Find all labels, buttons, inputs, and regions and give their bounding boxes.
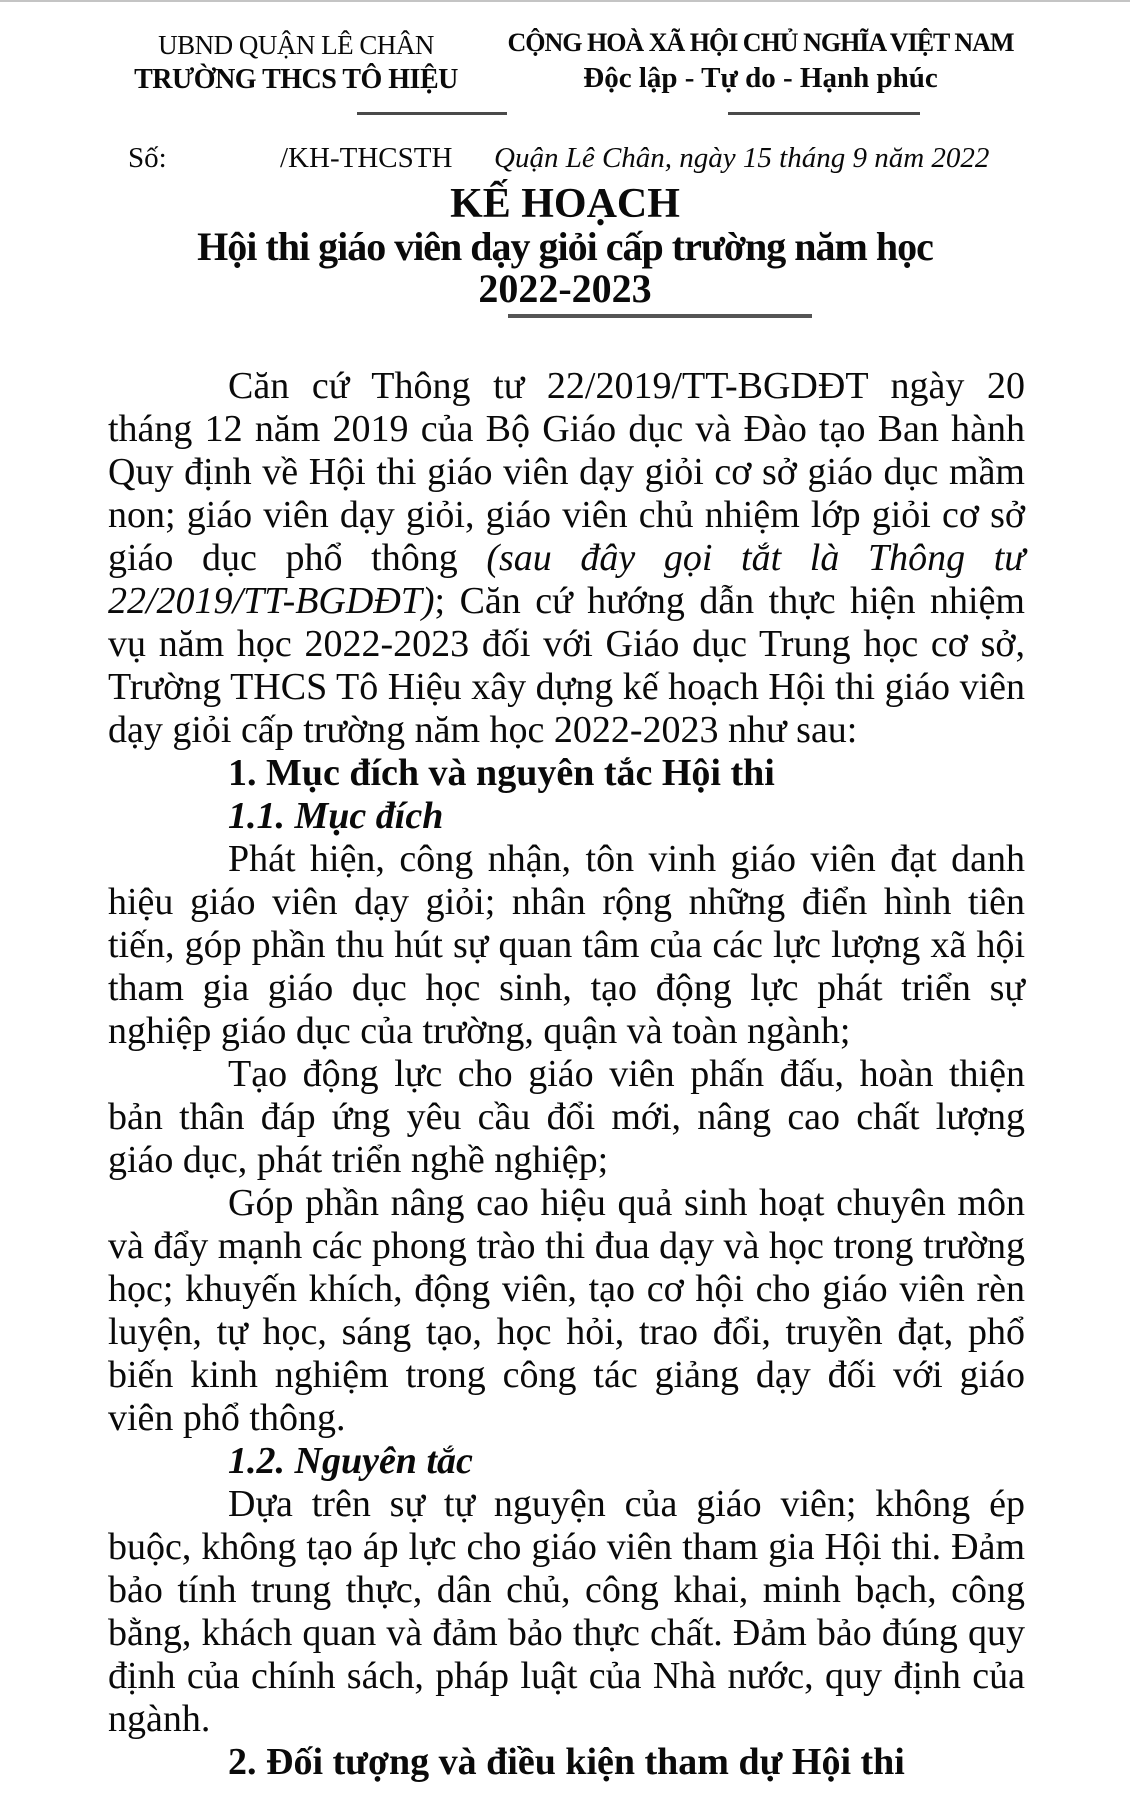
number-label: Số: — [128, 142, 167, 174]
org-underline-rule — [357, 112, 507, 115]
section-1-1-heading: 1.1. Mục đích — [228, 795, 444, 837]
scan-edge-artifact — [0, 0, 1130, 2]
place-and-date: Quận Lê Chân, ngày 15 tháng 9 năm 2022 — [494, 142, 990, 174]
document-title-block — [0, 182, 1130, 310]
paragraph-principles: Dựa trên sự tự nguyện của giáo viên; không ép buộc, không tạo áp lực cho giáo viên tham gia Hội thi. Đảm bảo tính trung thực, dân chủ, công khai, minh bạch, công bằng, khách quan và đảm bảo thực chất. Đảm bảo đúng quy định của chính sách, pháp luật của Nhà nước, quy định của ngành. — [108, 1483, 1025, 1740]
paragraph-purpose-3: Góp phần nâng cao hiệu quả sinh hoạt chuyên môn và đẩy mạnh các phong trào thi đua dạy và học trong trường học; khuyến khích, động viên, tạo cơ hội cho giáo viên rèn luyện, tự học, sáng tạo, học hỏi, trao đổi, truyền đạt, phổ biến kinh nghiệm trong công tác giảng dạy đối với giáo viên phổ thông. — [108, 1182, 1025, 1439]
title-schoolyear: 2022-2023 — [478, 266, 652, 311]
document-body — [108, 330, 1025, 1784]
national-motto-block — [478, 28, 1043, 95]
issuing-org-block — [112, 30, 480, 96]
national-motto: Độc lập - Tự do - Hạnh phúc — [583, 62, 938, 94]
org-school-name: TRƯỜNG THCS TÔ HIỆU — [134, 64, 458, 95]
legal-basis-italic-ref: (sau đây gọi tắt là Thông tư 22/2019/TT-BGDĐT) — [108, 537, 1025, 622]
section-1-2-heading: 1.2. Nguyên tắc — [228, 1440, 473, 1482]
title-subject: Hội thi giáo viên dạy giỏi cấp trường năm học — [197, 224, 933, 269]
legal-basis-text-end: ; Căn cứ hướng dẫn thực hiện nhiệm vụ năm học 2022-2023 đối với Giáo dục Trung học cơ sở, Trường THCS Tô Hiệu xây dựng kế hoạch Hội thi giáo viên dạy giỏi cấp trường năm học 2022-2023 như sau: — [108, 580, 1025, 751]
paragraph-purpose-2: Tạo động lực cho giáo viên phấn đấu, hoàn thiện bản thân đáp ứng yêu cầu đổi mới, nâng cao chất lượng giáo dục, phát triển nghề nghiệp; — [108, 1053, 1025, 1181]
number-value: /KH-THCSTH — [280, 142, 453, 174]
paragraph-purpose-1: Phát hiện, công nhận, tôn vinh giáo viên đạt danh hiệu giáo viên dạy giỏi; nhân rộng những điển hình tiên tiến, góp phần thu hút sự quan tâm của các lực lượng xã hội tham gia giáo dục học sinh, tạo động lực phát triển sự nghiệp giáo dục của trường, quận và toàn ngành; — [108, 838, 1025, 1052]
title-kind: KẾ HOẠCH — [450, 181, 680, 227]
section-1-heading: 1. Mục đích và nguyên tắc Hội thi — [228, 752, 775, 794]
title-underline-rule — [508, 314, 812, 318]
clipped-next-section-heading: 2. Đối tượng và điều kiện tham dự Hội thi — [228, 1741, 905, 1783]
org-parent-name: UBND QUẬN LÊ CHÂN — [158, 30, 434, 60]
paragraph-legal-basis — [108, 330, 1025, 752]
legal-basis-text-start: Căn cứ Thông tư 22/2019/TT-BGDĐT ngày 20 tháng 12 năm 2019 của Bộ Giáo dục và Đào tạo Ban hành Quy định về Hội thi giáo viên dạy giỏi cơ sở giáo dục mầm non; giáo viên dạy giỏi, giáo viên chủ nhiệm lớp giỏi cơ sở giáo dục phổ thông — [108, 365, 1025, 579]
document-number-line — [112, 142, 1040, 182]
motto-underline-rule — [728, 112, 920, 115]
national-title: CỘNG HOÀ XÃ HỘI CHỦ NGHĨA VIỆT NAM — [507, 28, 1014, 57]
